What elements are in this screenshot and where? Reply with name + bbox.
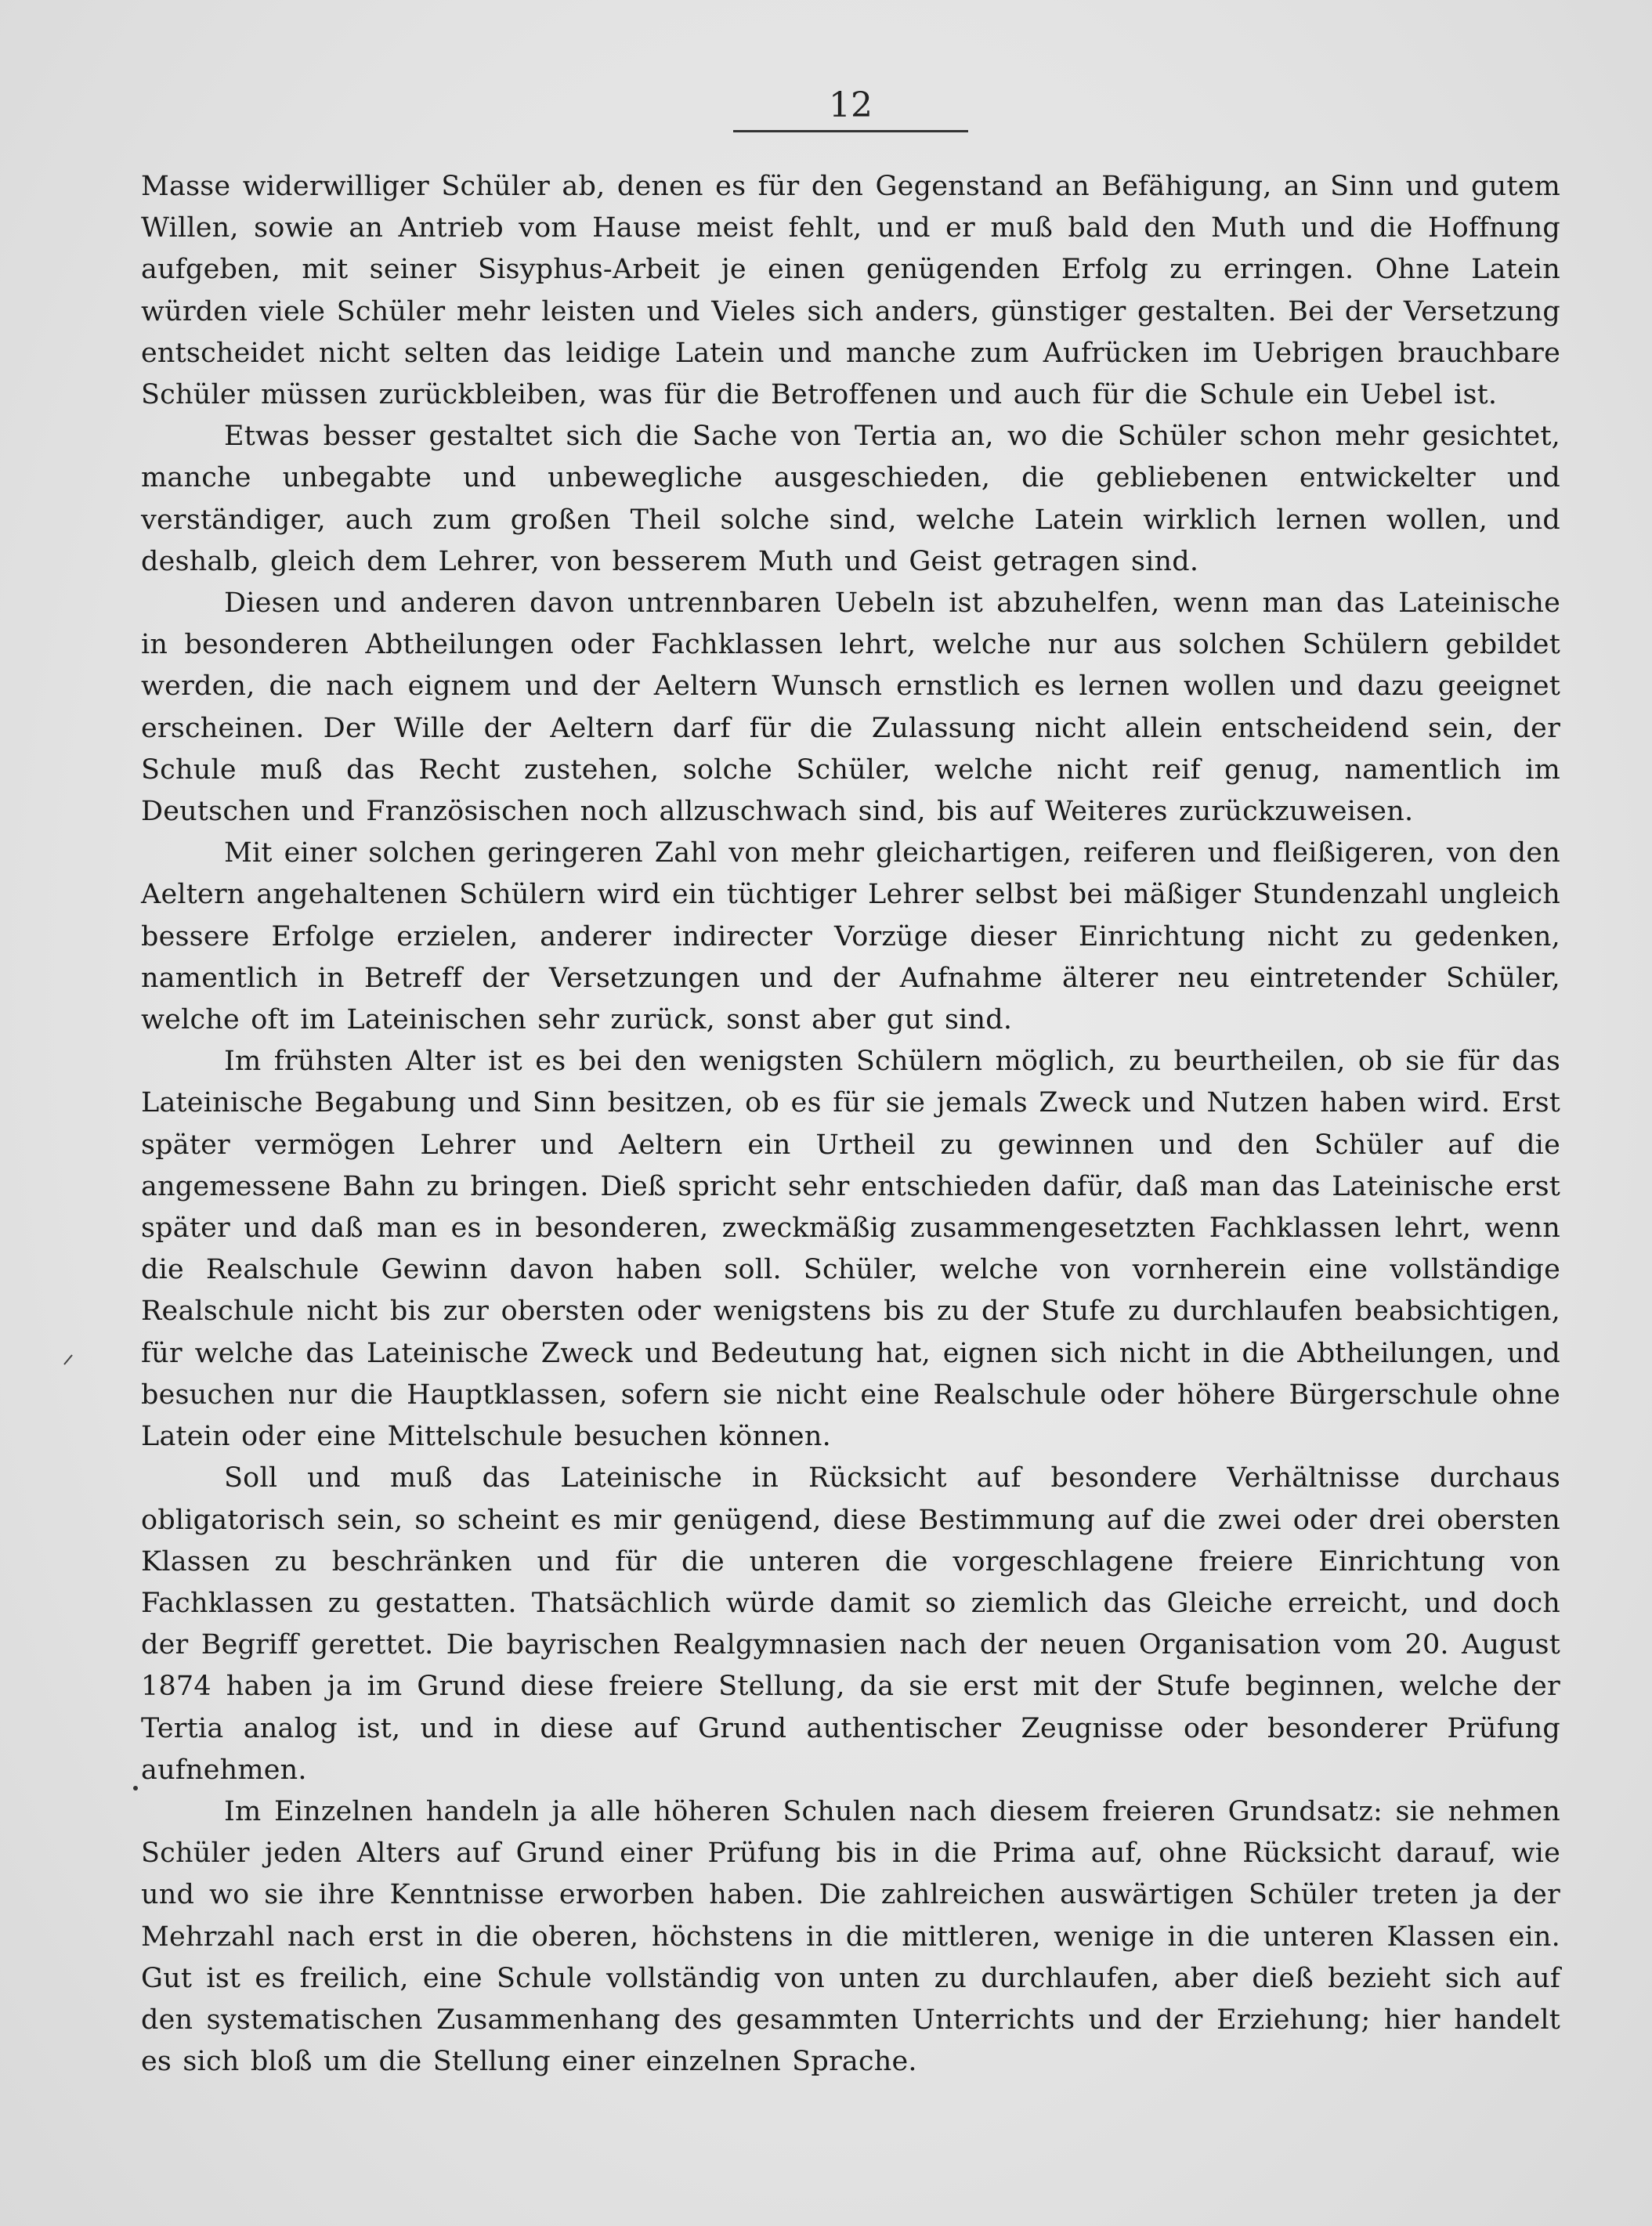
paragraph-2: Etwas besser gestaltet sich die Sache von Tertia an, wo die Schüler schon mehr gesichtet, manche unbegabte und unbewegliche ausgeschieden, die gebliebenen entwickelter und verständiger, auch zum großen Theil solche sind, welche Latein wirklich lernen wollen, und deshalb, gleich dem Lehrer, von besserem Muth und Geist getragen sind.	[141, 421, 1560, 577]
paragraph-4: Mit einer solchen geringeren Zahl von mehr gleichartigen, reiferen und fleißigeren, von den Aeltern angehaltenen Schülern wird ein tüchtiger Lehrer selbst bei mäßiger Stundenzahl ungleich bessere Erfolge erzielen, anderer indirecter Vorzüge dieser Einrichtung nicht zu gedenken, namentlich in Betreff der Versetzungen und der Aufnahme älterer neu eintretender Schüler, welche oft im Lateinischen sehr zurück, sonst aber gut sind.	[141, 837, 1560, 1036]
header-rule	[733, 130, 968, 132]
speck-dot	[133, 1786, 138, 1791]
paragraph-1: Masse widerwilliger Schüler ab, denen es für den Gegenstand an Befähigung, an Sinn und gutem Willen, sowie an Antrieb vom Hause meist fehlt, und er muß bald den Muth und die Hoffnung aufgeben, mit seiner Sisyphus-Arbeit je einen genügenden Erfolg zu erringen. Ohne Latein würden viele Schüler mehr leisten und Vieles sich anders, günstiger gestalten. Bei der Versetzung entscheidet nicht selten das leidige Latein und manche zum Aufrücken im Uebrigen brauchbare Schüler müssen zurückbleiben, was für die Betroffenen und auch für die Schule ein Uebel ist.	[141, 171, 1560, 411]
body-text	[141, 166, 1560, 2083]
paragraph-6: Soll und muß das Lateinische in Rücksicht auf besondere Verhältnisse durchaus obligatorisch sein, so scheint es mir genügend, diese Bestimmung auf die zwei oder drei obersten Klassen zu beschränken und für die unteren die vorgeschlagene freiere Einrichtung von Fachklassen zu gestatten. Thatsächlich würde damit so ziemlich das Gleiche erreicht, und doch der Begriff gerettet. Die bayrischen Realgymnasien nach der neuen Organisation vom 20. August 1874 haben ja im Grund diese freiere Stellung, da sie erst mit der Stufe beginnen, welche der Tertia analog ist, und in diese auf Grund authentischer Zeugnisse oder besonderer Prüfung aufnehmen.	[141, 1462, 1560, 1786]
paragraph-3: Diesen und anderen davon untrennbaren Uebeln ist abzuhelfen, wenn man das Lateinische in besonderen Abtheilungen oder Fachklassen lehrt, welche nur aus solchen Schülern gebildet werden, die nach eignem und der Aeltern Wunsch ernstlich es lernen wollen und dazu geeignet erscheinen. Der Wille der Aeltern darf für die Zulassung nicht allein entscheidend sein, der Schule muß das Recht zustehen, solche Schüler, welche nicht reif genug, namentlich im Deutschen und Französischen noch allzuschwach sind, bis auf Weiteres zurückzuweisen.	[141, 587, 1560, 828]
paragraph-5: Im frühsten Alter ist es bei den wenigsten Schülern möglich, zu beurtheilen, ob sie für das Lateinische Begabung und Sinn besitzen, ob es für sie jemals Zweck und Nutzen haben wird. Erst später vermögen Lehrer und Aeltern ein Urtheil zu gewinnen und den Schüler auf die angemessene Bahn zu bringen. Dieß spricht sehr entschieden dafür, daß man das Lateinische erst später und daß man es in besonderen, zweckmäßig zusammengesetzten Fachklassen lehrt, wenn die Realschule Gewinn davon haben soll. Schüler, welche von vornherein eine vollständige Realschule nicht bis zur obersten oder wenigstens bis zu der Stufe zu durchlaufen beabsichtigen, für welche das Lateinische Zweck und Bedeutung hat, eignen sich nicht in die Abtheilungen, und besuchen nur die Hauptklassen, sofern sie nicht eine Realschule oder höhere Bürgerschule ohne Latein oder eine Mittelschule besuchen können.	[141, 1046, 1560, 1453]
paragraph-7: Im Einzelnen handeln ja alle höheren Schulen nach diesem freieren Grundsatz: sie nehmen Schüler jeden Alters auf Grund einer Prüfung bis in die Prima auf, ohne Rücksicht darauf, wie und wo sie ihre Kenntnisse erworben haben. Die zahlreichen auswärtigen Schüler treten ja der Mehrzahl nach erst in die oberen, höchstens in die mittleren, wenige in die unteren Klassen ein. Gut ist es freilich, eine Schule vollständig von unten zu durchlaufen, aber dieß bezieht sich auf den systematischen Zusammenhang des gesammten Unterrichts und der Erziehung; hier handelt es sich bloß um die Stellung einer einzelnen Sprache.	[141, 1795, 1560, 2078]
speck-mark	[64, 1355, 72, 1364]
page-number: 12	[829, 85, 873, 125]
